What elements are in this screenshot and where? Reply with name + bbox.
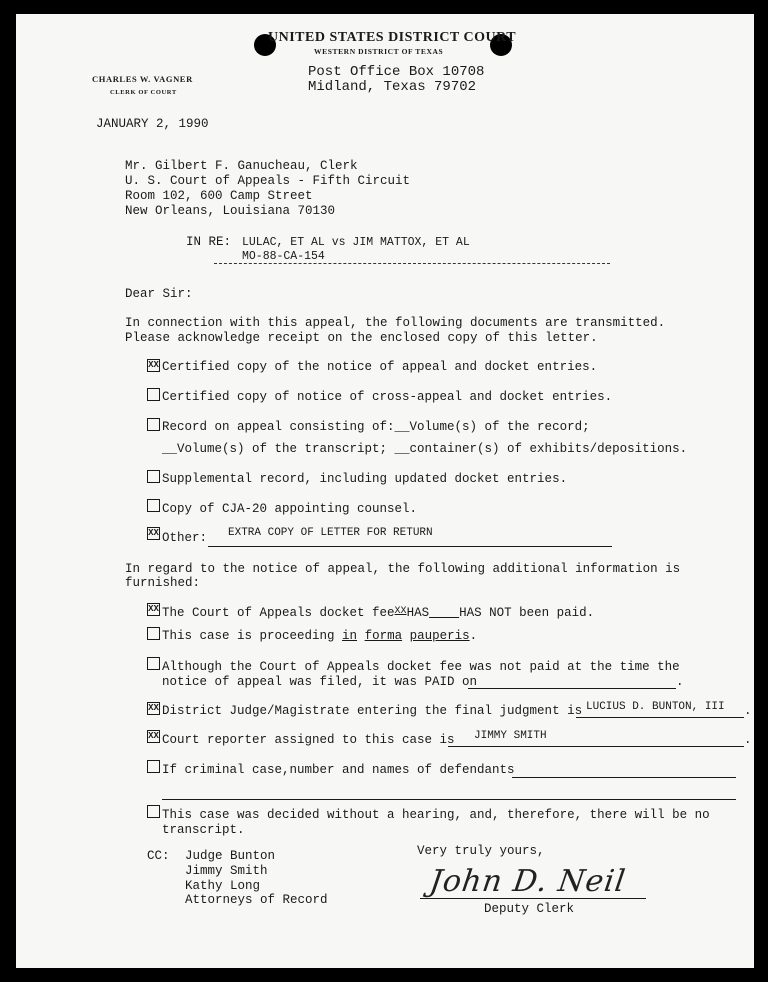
no-hearing-line2: transcript. xyxy=(162,823,245,837)
recipient-line1: Mr. Gilbert F. Ganucheau, Clerk xyxy=(125,159,358,173)
pauperis-text xyxy=(162,629,477,643)
no-hearing-line1: This case was decided without a hearing, and, therefore, there will be no xyxy=(162,808,710,822)
fee-text-before: The Court of Appeals docket fee xyxy=(162,606,395,620)
reporter-underline xyxy=(448,746,744,747)
cja-checkbox[interactable] xyxy=(147,499,160,512)
fee-has: HAS xyxy=(406,606,430,620)
cross-appeal-checkbox[interactable] xyxy=(147,388,160,401)
other-underline xyxy=(208,546,612,547)
cc-name: Judge Bunton xyxy=(185,849,276,863)
judge-checkbox[interactable]: XX xyxy=(148,703,159,713)
other-checkbox[interactable]: XX xyxy=(148,528,159,538)
intro-line1: In connection with this appeal, the following documents are transmitted. xyxy=(125,316,666,330)
fee-fill: XX xyxy=(394,606,407,617)
signature: John D. Neil xyxy=(427,864,628,899)
notice-intro-line2: furnished: xyxy=(125,576,201,590)
cc-name: Jimmy Smith xyxy=(185,864,268,878)
judge-text: District Judge/Magistrate entering the final judgment is xyxy=(162,704,583,718)
certified-notice-checkbox[interactable]: XX xyxy=(148,360,159,370)
judge-value: LUCIUS D. BUNTON, III xyxy=(586,701,725,713)
no-hearing-checkbox[interactable] xyxy=(147,805,160,818)
intro-line2: Please acknowledge receipt on the enclosed copy of this letter. xyxy=(125,331,598,345)
other-value: EXTRA COPY OF LETTER FOR RETURN xyxy=(228,527,433,539)
pauperis-in: in xyxy=(342,629,358,643)
pauperis-period: . xyxy=(469,629,478,643)
late-fee-checkbox[interactable] xyxy=(147,657,160,670)
signature-line xyxy=(420,898,646,899)
court-address-line2: Midland, Texas 79702 xyxy=(308,79,477,95)
signer-title: Deputy Clerk xyxy=(484,902,575,916)
pauperis-checkbox[interactable] xyxy=(147,627,160,640)
record-line1: Record on appeal consisting of:__Volume(s) of the record; xyxy=(162,420,590,434)
reporter-end: . xyxy=(744,733,752,747)
reporter-checkbox[interactable]: XX xyxy=(148,731,159,741)
in-re-rule xyxy=(214,263,610,264)
fee-text-after: been paid. xyxy=(519,606,595,620)
record-line2: __Volume(s) of the transcript; __container(s) of exhibits/depositions. xyxy=(162,442,688,456)
recipient-line4: New Orleans, Louisiana 70130 xyxy=(125,204,336,218)
late-fee-line1: Although the Court of Appeals docket fee was not paid at the time the xyxy=(162,660,680,674)
cc-name: Attorneys of Record xyxy=(185,893,328,907)
cc-name: Kathy Long xyxy=(185,879,261,893)
court-name: UNITED STATES DISTRICT COURT xyxy=(268,30,517,45)
criminal-checkbox[interactable] xyxy=(147,760,160,773)
fee-text xyxy=(162,606,594,620)
judge-end: . xyxy=(744,704,752,718)
supplemental-checkbox[interactable] xyxy=(147,470,160,483)
criminal-text: If criminal case,number and names of defendants xyxy=(162,763,515,777)
other-label: Other: xyxy=(162,531,208,545)
cja-text: Copy of CJA-20 appointing counsel. xyxy=(162,502,418,516)
closing: Very truly yours, xyxy=(417,844,545,858)
record-checkbox[interactable] xyxy=(147,418,160,431)
criminal-underline1 xyxy=(512,777,736,778)
certified-notice-text: Certified copy of the notice of appeal and docket entries. xyxy=(162,360,598,374)
recipient-line2: U. S. Court of Appeals - Fifth Circuit xyxy=(125,174,411,188)
fee-blank xyxy=(429,606,459,620)
recipient-line3: Room 102, 600 Camp Street xyxy=(125,189,313,203)
supplemental-text: Supplemental record, including updated docket entries. xyxy=(162,472,568,486)
letter-date: JANUARY 2, 1990 xyxy=(96,117,209,131)
letter-page xyxy=(16,14,754,968)
pauperis-forma: forma xyxy=(364,629,403,643)
case-number: MO-88-CA-154 xyxy=(242,250,325,263)
district-name: WESTERN DISTRICT OF TEXAS xyxy=(314,47,444,56)
late-fee-end: . xyxy=(676,675,684,689)
criminal-underline2 xyxy=(162,799,736,800)
late-fee-paid-line xyxy=(468,688,676,689)
salutation: Dear Sir: xyxy=(125,287,193,301)
fee-checkbox[interactable]: XX xyxy=(148,604,159,614)
in-re-case: LULAC, ET AL vs JIM MATTOX, ET AL xyxy=(242,236,470,249)
late-fee-line2: notice of appeal was filed, it was PAID on xyxy=(162,675,478,689)
judge-underline xyxy=(576,717,744,718)
clerk-name: CHARLES W. VAGNER xyxy=(92,74,193,84)
in-re-label: IN RE: xyxy=(186,235,232,249)
cross-appeal-text: Certified copy of notice of cross-appeal and docket entries. xyxy=(162,390,613,404)
pauperis-word: pauperis xyxy=(409,629,470,643)
cc-label: CC: xyxy=(147,849,170,863)
clerk-title: CLERK OF COURT xyxy=(110,89,177,96)
fee-has-not: HAS NOT xyxy=(459,606,512,620)
notice-intro-line1: In regard to the notice of appeal, the following additional information is xyxy=(125,562,681,576)
pauperis-text-before: This case is proceeding xyxy=(162,629,335,643)
reporter-value: JIMMY SMITH xyxy=(474,730,547,742)
court-address-line1: Post Office Box 10708 xyxy=(308,64,485,80)
reporter-text: Court reporter assigned to this case is xyxy=(162,733,455,747)
